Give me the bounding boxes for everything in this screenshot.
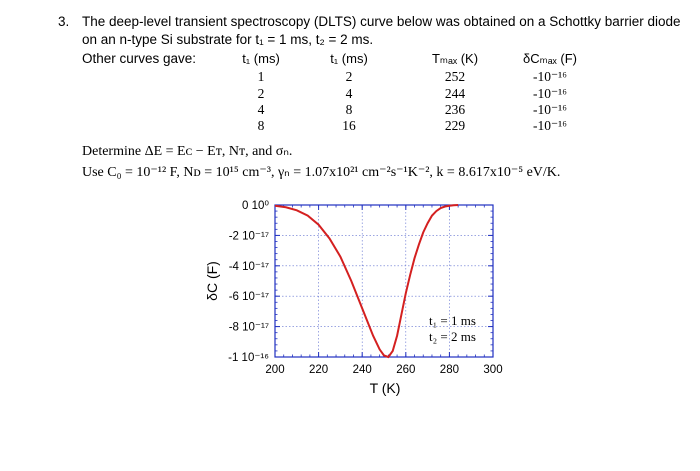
- y-axis-title: δC (F): [204, 261, 220, 301]
- table-col-t2: [314, 51, 384, 66]
- legend-line-1: t₁ = 1 ms: [429, 313, 476, 328]
- other-curves-label: Other curves gave:: [82, 51, 197, 66]
- table-header: Tₘₐₓ (K): [431, 51, 479, 66]
- table-header: t₁ (ms): [242, 51, 280, 66]
- determine-text: Determine ΔE = Eᴄ − Eᴛ, Nᴛ, and σₙ.: [82, 144, 293, 159]
- y-tick-label: -2 10⁻¹⁷: [228, 230, 269, 243]
- table-cell: 1: [257, 69, 265, 84]
- problem-line-2: on an n-type Si substrate for t₁ = 1 ms, t₂ = 2 ms.: [82, 32, 374, 47]
- table-col-dcmax: [500, 51, 600, 67]
- table-cell: 16: [342, 118, 356, 133]
- table-header: δCₘₐₓ (F): [522, 51, 578, 66]
- problem-line-1: The deep-level transient spectroscopy (DLTS) curve below was obtained on a Schottky barrier diode: [82, 14, 681, 29]
- x-tick-label: 300: [483, 364, 503, 376]
- table-cell: 244: [444, 86, 466, 101]
- results-table: [0, 51, 700, 141]
- table-cell: 229: [444, 118, 466, 133]
- table-header: t₁ (ms): [330, 51, 368, 66]
- table-col-t1: [226, 51, 296, 66]
- dlts-chart: [195, 195, 525, 405]
- table-cell: 2: [345, 69, 353, 84]
- x-tick-label: 200: [265, 364, 285, 376]
- x-tick-label: 220: [309, 364, 329, 376]
- table-cell: -10⁻¹⁶: [533, 118, 567, 133]
- problem-number: 3.: [58, 14, 70, 29]
- x-tick-label: 280: [439, 364, 459, 376]
- table-cell: 2: [257, 86, 265, 101]
- table-cell: 4: [257, 102, 265, 117]
- y-tick-label: -4 10⁻¹⁷: [228, 260, 269, 273]
- y-tick-label: -1 10⁻¹⁶: [228, 352, 269, 364]
- x-axis-title: T (K): [369, 380, 401, 396]
- x-tick-labels: [265, 364, 502, 376]
- constants-text: Use C₀ = 10⁻¹² F, Nᴅ = 10¹⁵ cm⁻³, γₙ = 1.07x10²¹ cm⁻²s⁻¹K⁻², k = 8.617x10⁻⁵ eV/K.: [82, 165, 561, 180]
- x-tick-label: 240: [352, 364, 372, 376]
- legend-line-2: t₂ = 2 ms: [429, 329, 476, 344]
- table-cell: -10⁻¹⁶: [533, 86, 567, 101]
- y-tick-label: -8 10⁻¹⁷: [228, 321, 269, 334]
- table-col-tmax: [410, 51, 500, 67]
- x-tick-label: 260: [396, 364, 416, 376]
- y-tick-labels: [228, 200, 269, 364]
- table-cell: 236: [444, 102, 466, 117]
- table-cell: 8: [257, 118, 265, 133]
- table-cell: 8: [345, 102, 353, 117]
- y-tick-label: 0 10⁰: [242, 200, 269, 212]
- table-cell: 252: [444, 69, 466, 84]
- table-cell: -10⁻¹⁶: [533, 102, 567, 117]
- table-cell: -10⁻¹⁶: [533, 69, 567, 84]
- table-cell: 4: [345, 86, 353, 101]
- y-tick-label: -6 10⁻¹⁷: [228, 291, 269, 304]
